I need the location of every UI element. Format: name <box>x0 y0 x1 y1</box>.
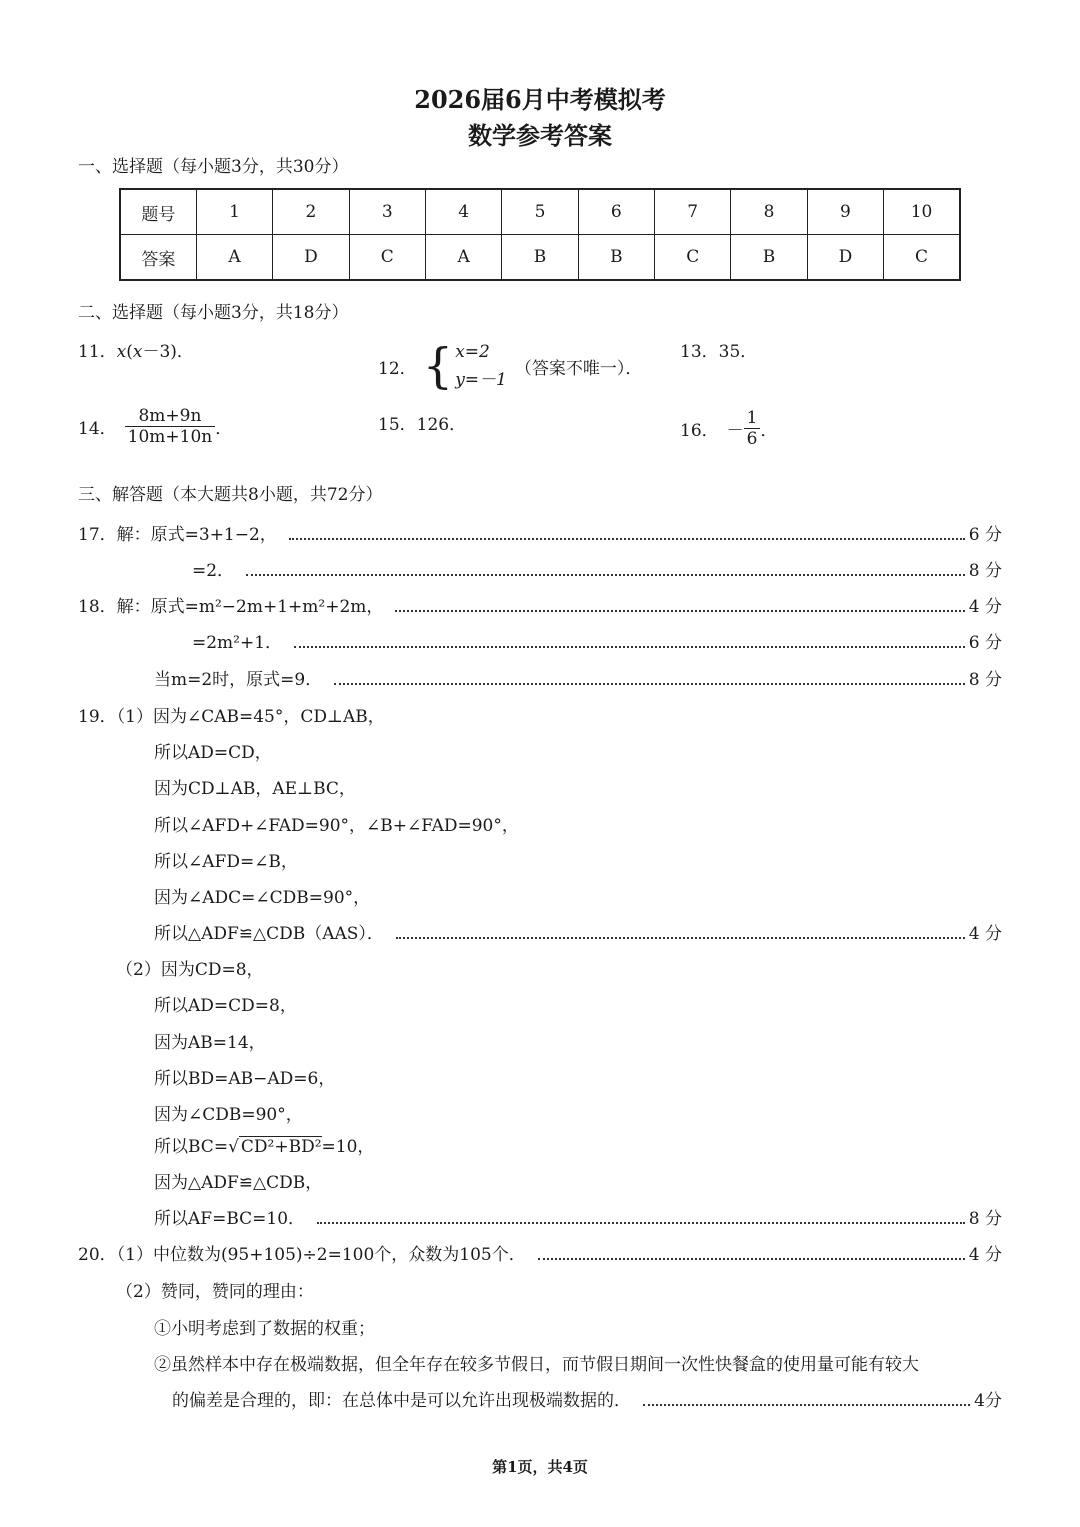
q11-number: 11． <box>78 342 117 362</box>
q13-value: 35． <box>718 342 758 362</box>
table-cell: 10 <box>884 189 960 235</box>
exam-title: 2026届6月中考模拟考 <box>414 85 666 114</box>
table-cell: 2 <box>273 189 349 235</box>
line-score: 4分 <box>974 1391 1002 1411</box>
sqrt-icon: √ <box>228 1137 239 1157</box>
table-cell: 5 <box>502 189 578 235</box>
q12-eq2: y=－1 <box>455 370 507 390</box>
q16-numerator: 1 <box>744 408 761 429</box>
solution-line <box>78 592 1002 617</box>
solution-line: 所以∠AFD=∠B， <box>154 852 298 872</box>
solution-line: 19．（1）因为∠CAB=45°，CD⊥AB， <box>78 707 385 727</box>
q12-number: 12． <box>378 358 417 379</box>
line-text: 所以△ADF≌△CDB（AAS）． <box>154 924 384 944</box>
dot-leader <box>643 1404 970 1406</box>
table-row-numbers <box>120 189 960 235</box>
q11-var2: x <box>132 342 143 362</box>
line-text: 所以AF=BC=10． <box>154 1209 306 1229</box>
line-score: 6 分 <box>968 633 1002 653</box>
q12-eq1: x=2 <box>455 342 490 362</box>
dot-leader <box>538 1258 965 1260</box>
table-cell: 8 <box>731 189 807 235</box>
table-cell: B <box>578 235 654 281</box>
dot-leader <box>294 646 965 648</box>
solution-line: 所以BD=AB−AD=6， <box>154 1069 336 1089</box>
solution-line: 所以AD=CD=8， <box>154 996 297 1016</box>
brace-icon: { <box>422 338 454 394</box>
table-cell: 1 <box>196 189 272 235</box>
line-score: 8 分 <box>968 1209 1002 1229</box>
line-score: 4 分 <box>968 924 1002 944</box>
line-text: 18．解：原式=m²−2m+1+m²+2m， <box>78 597 384 617</box>
dot-leader <box>396 937 965 939</box>
row-label-answer: 答案 <box>120 235 196 281</box>
solution-line <box>192 628 1002 653</box>
answer-key-title: 数学参考答案 <box>468 121 612 150</box>
line-score: 4 分 <box>968 1245 1002 1265</box>
line-text: 17．解：原式=3+1−2， <box>78 525 277 545</box>
solution-line: 因为∠ADC=∠CDB=90°， <box>154 888 371 908</box>
solution-line: 因为AB=14， <box>154 1033 266 1053</box>
solution-line <box>154 1204 1002 1229</box>
solution-line <box>154 665 1002 690</box>
table-cell: B <box>502 235 578 281</box>
q15-value: 126． <box>416 415 467 435</box>
dot-leader <box>334 683 965 685</box>
section3-heading: 三、解答题（本大题共8小题，共72分） <box>78 485 383 505</box>
solution-line: 因为∠CDB=90°， <box>154 1105 303 1125</box>
q16-answer <box>680 408 777 449</box>
line-text: =2． <box>192 561 235 581</box>
solution-line <box>78 1240 1002 1265</box>
solution-line: （2）赞同，赞同的理由： <box>116 1282 314 1302</box>
table-cell: D <box>807 235 883 281</box>
solution-line <box>192 556 1002 581</box>
solution-line: 因为△ADF≌△CDB， <box>154 1173 323 1193</box>
line-text: 所以BC= <box>154 1137 229 1157</box>
table-cell: 6 <box>578 189 654 235</box>
solution-line: ②虽然样本中存在极端数据，但全年存在较多节假日，而节假日期间一次性快餐盒的使用量可能有较大 <box>154 1355 919 1375</box>
q14-answer <box>78 406 232 447</box>
q11-answer <box>78 337 194 362</box>
q11-var: x <box>116 342 127 362</box>
table-cell: C <box>884 235 960 281</box>
table-row-answers <box>120 235 960 281</box>
q16-denominator: 6 <box>746 429 758 449</box>
line-text: 的偏差是合理的，即：在总体中是可以允许出现极端数据的． <box>172 1391 631 1411</box>
table-cell: B <box>731 235 807 281</box>
page-footer: 第1页，共4页 <box>492 1458 588 1476</box>
table-cell: C <box>655 235 731 281</box>
q11-rest: －3)． <box>142 342 194 362</box>
sqrt-content: CD²+BD² <box>240 1137 322 1157</box>
table-cell: 3 <box>349 189 425 235</box>
solution-line: 所以∠AFD+∠FAD=90°，∠B+∠FAD=90°， <box>154 816 519 836</box>
solution-line <box>78 520 1002 545</box>
table-cell: D <box>273 235 349 281</box>
q16-number: 16． <box>680 421 719 441</box>
q14-tail: ． <box>215 419 233 439</box>
q15-answer <box>378 410 466 435</box>
table-cell: A <box>196 235 272 281</box>
table-cell: A <box>425 235 501 281</box>
q12-answer <box>378 338 642 394</box>
line-text: =2m²+1． <box>192 633 283 653</box>
q12-note: （答案不唯一）． <box>514 358 643 379</box>
table-cell: 9 <box>807 189 883 235</box>
table-cell: C <box>349 235 425 281</box>
q11-paren: ( <box>126 342 133 362</box>
solution-line <box>154 919 1002 944</box>
dot-leader <box>395 610 964 612</box>
section2-heading: 二、选择题（每小题3分，共18分） <box>78 303 349 323</box>
table-cell: 4 <box>425 189 501 235</box>
line-score: 8 分 <box>968 561 1002 581</box>
line-text: 当m=2时，原式=9． <box>154 670 323 690</box>
q15-number: 15． <box>378 415 417 435</box>
q14-denominator: 10m+10n <box>127 427 213 447</box>
row-label-number: 题号 <box>120 189 196 235</box>
solution-line: ①小明考虑到了数据的权重； <box>154 1319 375 1339</box>
line-score: 4 分 <box>968 597 1002 617</box>
solution-line: （2）因为CD=8， <box>116 960 264 980</box>
q12-system <box>455 338 507 394</box>
line-text: 20．（1）中位数为(95+105)÷2=100个，众数为105个． <box>78 1245 526 1265</box>
q14-fraction <box>125 406 216 447</box>
table-cell: 7 <box>655 189 731 235</box>
q14-numerator: 8m+9n <box>125 406 216 427</box>
q16-tail: ． <box>760 421 778 441</box>
dot-leader <box>246 574 965 576</box>
dot-leader <box>289 538 965 540</box>
q13-answer <box>680 337 757 362</box>
solution-line: 所以AD=CD， <box>154 743 272 763</box>
solution-line: 因为CD⊥AB，AE⊥BC， <box>154 779 356 799</box>
solution-line <box>154 1132 374 1157</box>
solution-line <box>172 1386 1002 1411</box>
line-after: =10， <box>321 1137 375 1157</box>
q16-fraction <box>744 408 761 449</box>
q13-number: 13． <box>680 342 719 362</box>
q14-number: 14． <box>78 419 117 439</box>
line-score: 6 分 <box>968 525 1002 545</box>
dot-leader <box>317 1222 965 1224</box>
line-score: 8 分 <box>968 670 1002 690</box>
answer-table <box>119 188 961 281</box>
q16-sign: － <box>726 421 744 441</box>
section1-heading: 一、选择题（每小题3分，共30分） <box>78 157 349 177</box>
